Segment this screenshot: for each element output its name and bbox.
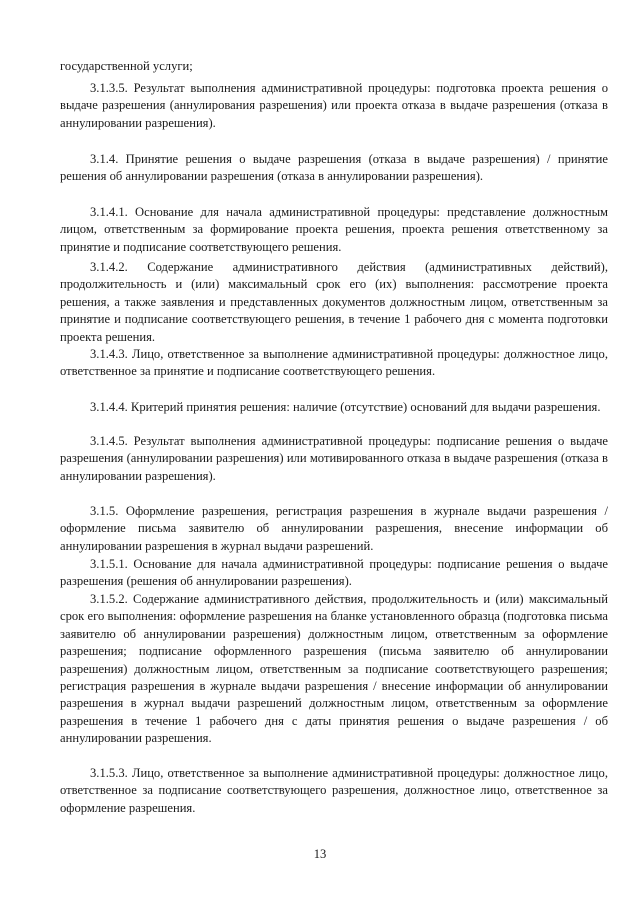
paragraph-3-1-5-3: 3.1.5.3. Лицо, ответственное за выполнение административной процедуры: должностное лицо, ответственное за подписание соответствующего разрешения, должностное лицо, ответственное за оформление разрешения. [60, 766, 608, 815]
page-number: 13 [313, 847, 327, 861]
paragraph-3-1-4-2: 3.1.4.2. Содержание административного действия (административных действий), продолжительность и (или) максимальный срок его (их) выполнения: рассмотрение проекта решения, а также заявления и представленных документов должностным лицом, ответственным за принятие и подписание соответствующего решения, в течение 1 рабочего дня с момента подготовки проекта решения. [60, 260, 608, 344]
paragraph-3-1-5-2: 3.1.5.2. Содержание административного действия, продолжительность и (или) максимальный срок его выполнения: оформление разрешения на бланке установленного образца (подготовка письма заявителю об аннулировании разрешения) должностным лицом, ответственным за оформление разрешения; подписание оформленного разрешения (письма заявителю об аннулировании разрешения) должностным лицом, ответственным за подписание соответствующего разрешения; регистрация разрешения в журнале выдачи разрешения / внесение информации об аннулировании разрешения в журнал выдачи разрешений должностным лицом, ответственным за оформление разрешения в течение 1 рабочего дня с даты принятия решения о выдаче разрешения / об аннулировании разрешения. [60, 592, 608, 746]
paragraph-3-1-4-1: 3.1.4.1. Основание для начала административной процедуры: представление должностным лицом, ответственным за формирование проекта решения, проекта решения ответственному за принятие и подписание соответствующего решения. [60, 205, 608, 254]
paragraph-3-1-3-5: 3.1.3.5. Результат выполнения административной процедуры: подготовка проекта решения о выдаче разрешения (аннулирования разрешения) или проекта отказа в выдаче разрешения (отказа в аннулировании разрешения). [60, 81, 608, 130]
paragraph-3-1-4-5: 3.1.4.5. Результат выполнения административной процедуры: подписание решения о выдаче разрешения (аннулировании разрешения) или мотивированного отказа в выдаче разрешения (отказа в аннулировании разрешения). [60, 434, 608, 483]
paragraph-3-1-5-1: 3.1.5.1. Основание для начала административной процедуры: подписание решения о выдаче разрешения (решения об аннулировании разрешения). [60, 557, 608, 589]
paragraph-0: государственной услуги; [60, 59, 193, 73]
paragraph-3-1-5: 3.1.5. Оформление разрешения, регистрация разрешения в журнале выдачи разрешения / оформление письма заявителю об аннулировании разрешения, внесение информации об аннулировании разрешения в журнал выдачи разрешений. [60, 504, 608, 553]
paragraph-3-1-4-3: 3.1.4.3. Лицо, ответственное за выполнение административной процедуры: должностное лицо, ответственное за принятие и подписание соответствующего решения. [60, 347, 608, 379]
paragraph-3-1-4-4: 3.1.4.4. Критерий принятия решения: наличие (отсутствие) оснований для выдачи разрешения. [90, 400, 601, 414]
paragraph-3-1-4: 3.1.4. Принятие решения о выдаче разрешения (отказа в выдаче разрешения) / принятие решения об аннулировании разрешения (отказа в аннулировании разрешения). [60, 152, 608, 184]
